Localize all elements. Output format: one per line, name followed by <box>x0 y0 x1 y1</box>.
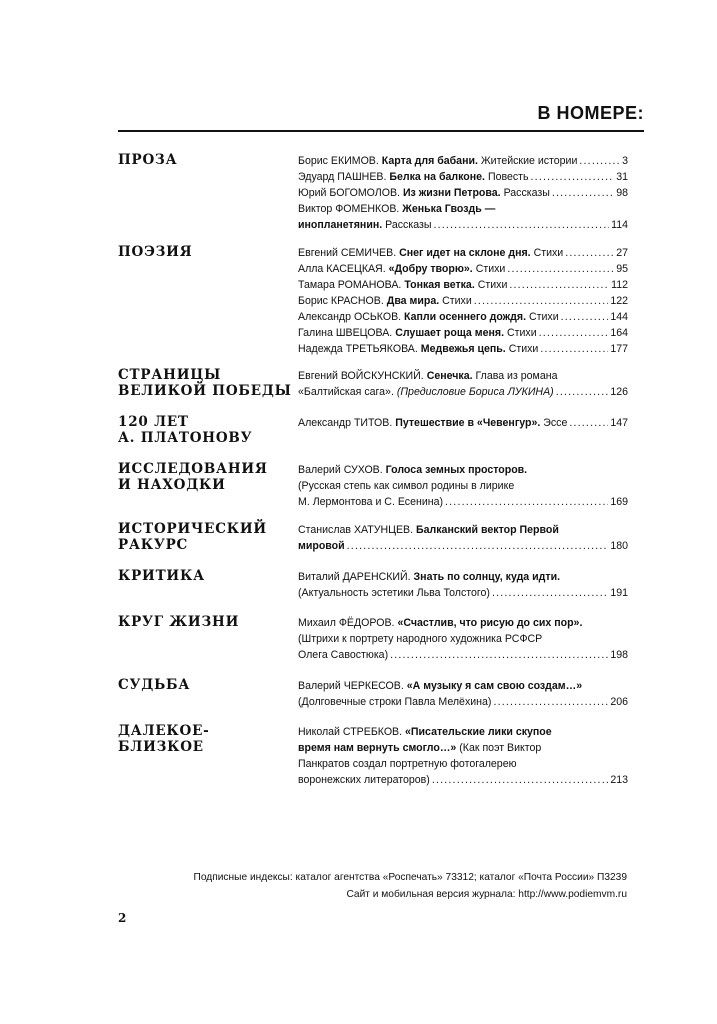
page-ref: 31 <box>616 171 628 183</box>
website-link[interactable]: Сайт и мобильная версия журнала: http://www.podiemvm.ru <box>346 889 627 900</box>
toc-entry[interactable]: Валерий СУХОВ. Голоса земных просторов. (Русская степь как символ родины в лирике М. Лермонтова и С. Есенина) ..... 169 <box>298 462 628 510</box>
dot-leader <box>433 217 609 233</box>
section-entries <box>298 569 628 601</box>
page-ref: 164 <box>610 327 628 339</box>
dot-leader <box>531 169 615 185</box>
page-ref: 191 <box>610 587 628 599</box>
page-ref: 112 <box>611 279 628 291</box>
page-ref: 98 <box>616 187 628 199</box>
toc-entry[interactable]: Борис КРАСНОВ. Два мира. Стихи ..... 122 <box>298 293 628 309</box>
dot-leader <box>432 772 608 788</box>
toc-entry[interactable]: Николай СТРЕБКОВ. «Писательские лики скупое время нам вернуть смогло…» (Как поэт Виктор Панкратов создал портретную фотогалерею воронежских литераторов) ..... 213 <box>298 724 628 788</box>
dot-leader <box>509 277 609 293</box>
toc-entry[interactable]: Александр ОСЬКОВ. Капли осеннего дождя. Стихи ..... 144 <box>298 309 628 325</box>
page-ref: 114 <box>611 219 628 231</box>
page-ref: 213 <box>610 774 628 786</box>
dot-leader <box>539 325 609 341</box>
section-title: ИССЛЕДОВАНИЯ И НАХОДКИ <box>118 461 268 493</box>
section-entries <box>298 415 628 431</box>
dot-leader <box>474 293 609 309</box>
page-ref: 3 <box>622 155 628 167</box>
dot-leader <box>565 245 614 261</box>
toc-entry[interactable]: Михаил ФЁДОРОВ. «Счастлив, что рисую до сих пор». (Штрихи к портрету народного художника РСФСР Олега Савостюка) ..... 198 <box>298 615 628 663</box>
dot-leader <box>579 153 620 169</box>
page-ref: 147 <box>610 417 628 429</box>
dot-leader <box>493 694 608 710</box>
section-title: ПОЭЗИЯ <box>118 244 193 260</box>
page-ref: 27 <box>616 247 628 259</box>
page-ref: 206 <box>610 696 628 708</box>
toc-entry[interactable]: Александр ТИТОВ. Путешествие в «Чевенгур». Эссе ..... 147 <box>298 415 628 431</box>
page-ref: 180 <box>610 540 628 552</box>
page-ref: 95 <box>616 263 628 275</box>
subscription-info <box>194 869 627 903</box>
dot-leader <box>569 415 608 431</box>
section-entries <box>298 153 628 233</box>
toc-entry[interactable]: Надежда ТРЕТЬЯКОВА. Медвежья цепь. Стихи ..... 177 <box>298 341 628 357</box>
dot-leader <box>561 309 609 325</box>
dot-leader <box>492 585 608 601</box>
subscription-indexes: Подписные индексы: каталог агентства «Роспечать» 73312; каталог «Почта России» П3239 <box>193 872 627 883</box>
page-ref: 122 <box>610 295 628 307</box>
section-entries <box>298 724 628 788</box>
toc-entry[interactable]: Алла КАСЕЦКАЯ. «Добру творю». Стихи ..... 95 <box>298 261 628 277</box>
section-entries <box>298 615 628 663</box>
dot-leader <box>540 341 608 357</box>
section-title: ДАЛЕКОЕ- БЛИЗКОЕ <box>118 723 210 755</box>
section-entries <box>298 678 628 710</box>
section-title: ИСТОРИЧЕСКИЙ РАКУРС <box>118 521 267 553</box>
section-entries <box>298 462 628 510</box>
toc-entry[interactable]: Евгений СЕМИЧЕВ. Снег идет на склоне дня. Стихи ..... 27 <box>298 245 628 261</box>
page-ref: 144 <box>610 311 628 323</box>
section-entries <box>298 522 628 554</box>
dot-leader <box>556 384 609 400</box>
dot-leader <box>445 494 608 510</box>
toc-entry[interactable]: Валерий ЧЕРКЕСОВ. «А музыку я сам свою создам…» (Долговечные строки Павла Мелёхина) ..... 206 <box>298 678 628 710</box>
dot-leader <box>552 185 614 201</box>
dot-leader <box>507 261 614 277</box>
page-ref: 169 <box>610 496 628 508</box>
page-number: 2 <box>118 911 127 925</box>
toc-entry[interactable]: Галина ШВЕЦОВА. Слушает роща меня. Стихи ..... 164 <box>298 325 628 341</box>
toc-entry[interactable]: Тамара РОМАНОВА. Тонкая ветка. Стихи ..... 112 <box>298 277 628 293</box>
page-ref: 126 <box>610 386 628 398</box>
section-title: ПРОЗА <box>118 152 178 168</box>
section-title: СУДЬБА <box>118 677 191 693</box>
toc-entry[interactable]: Юрий БОГОМОЛОВ. Из жизни Петрова. Рассказы ..... 98 <box>298 185 628 201</box>
section-entries <box>298 245 628 357</box>
section-entries <box>298 368 628 400</box>
section-title: КРУГ ЖИЗНИ <box>118 614 240 630</box>
toc-entry[interactable]: Эдуард ПАШНЕВ. Белка на балконе. Повесть ..... 31 <box>298 169 628 185</box>
toc-entry[interactable]: Евгений ВОЙСКУНСКИЙ. Сенечка. Глава из романа «Балтийская сага». (Предисловие Бориса ЛУКИНА) ..... 126 <box>298 368 628 400</box>
page-ref: 177 <box>610 343 628 355</box>
dot-leader <box>347 538 609 554</box>
dot-leader <box>390 647 608 663</box>
toc-entry[interactable]: Станислав ХАТУНЦЕВ. Балканский вектор Первой мировой ..... 180 <box>298 522 628 554</box>
toc-entry[interactable]: Виктор ФОМЕНКОВ. Женька Гвоздь — инопланетянин. Рассказы ..... 114 <box>298 201 628 233</box>
page-ref: 198 <box>610 649 628 661</box>
contents-header <box>118 100 644 132</box>
toc-entry[interactable]: Виталий ДАРЕНСКИЙ. Знать по солнцу, куда идти. (Актуальность эстетики Льва Толстого) ..... 191 <box>298 569 628 601</box>
header-title: В НОМЕРЕ: <box>537 103 644 123</box>
section-title: СТРАНИЦЫ ВЕЛИКОЙ ПОБЕДЫ <box>118 367 292 399</box>
toc-entry[interactable]: Борис ЕКИМОВ. Карта для бабани. Житейские истории ..... 3 <box>298 153 628 169</box>
section-title: 120 ЛЕТ А. ПЛАТОНОВУ <box>118 414 253 446</box>
section-title: КРИТИКА <box>118 568 205 584</box>
